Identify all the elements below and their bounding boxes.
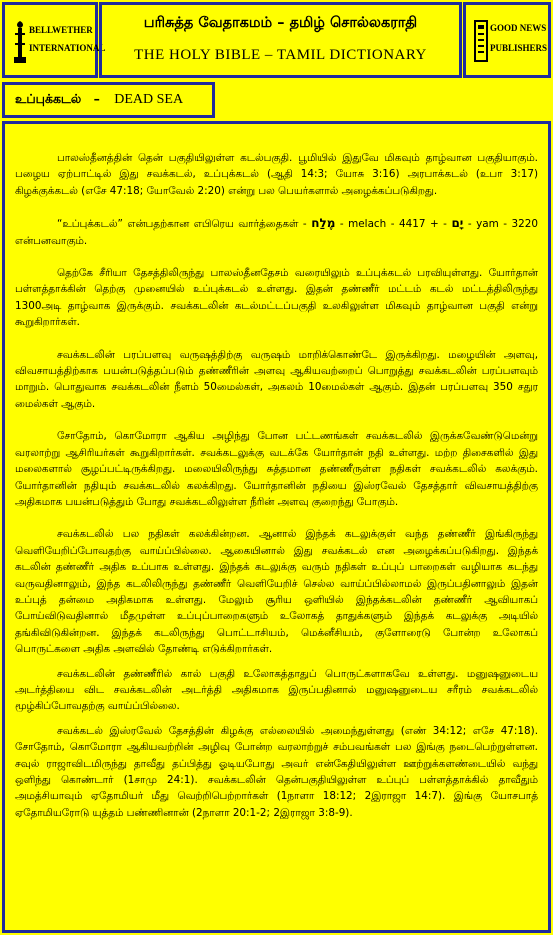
article-content xyxy=(15,134,538,821)
entry-word-tamil: உப்புக்கடல் xyxy=(15,91,82,106)
paragraph-2 xyxy=(15,215,538,249)
paragraph-2-intro: “உப்புக்கடல்” என்பதற்கான எபிரெய வார்த்தைகள் - xyxy=(57,218,307,231)
paragraph-3: தெற்கே சீரியா தேசத்திலிருந்து பாலஸ்தீனதேசம் வரையிலும் உப்புக்கடல் பரவியுள்ளது. யோர்தான் பள்ளத்தாக்கின் தெற்கு முனையில் உப்புக்கடல் உள்ளது. இதன் தண்ணீர் மட்டம் கடல் மட்டத்திலிருந்து 1300அடி தாழ்வாக இருக்கும். சவக்கடலின் கடல்மட்டப்பகுதி உலகிலுள்ள மிகவும் தாழ்வான பகுதி என்று கூறுகிறார்கள். xyxy=(15,267,538,329)
paragraph-6: சவக்கடலில் பல நதிகள் கலக்கின்றன. ஆனால் இந்தக் கடலுக்குள் வந்த தண்ணீர் இங்கிருந்து வெளியேறிப்போவதற்கு வாய்ப்பில்லை. ஆகையினால் இது சவக்கடல் என அழைக்கப்படுகிறது. இந்தக் கடலின் தண்ணீர் அதிக உப்பாக உள்ளது. இந்தக் கடலுக்கு வரும் நதிகள் உப்புப் பாறைகள் வழியாக கடந்து வருவதினாலும், இந்த கடலிலிருந்து தண்ணீர் வெளியேறிச் செல்ல வாய்ப்பில்லாமல் இருப்பதினாலும் இதன் உப்புத் தன்மை அதிகமாக உள்ளது. மேலும் சூரிய ஒளியில் இந்தக்கடலின் தண்ணீர் ஆவியாகப் போய்விடுவதினால் மீதமுள்ள உப்புப்பாறைகளும் உலோகத் தாதுக்களும் இந்தக் கடலுக்கு அடியில் தங்கிவிடுகின்றன. இந்தக் கடலிருந்து பொட்டாசியம், மெக்னீசியம், குளோரைடு போன்ற உலோகப் பொருட்களை அதிக அளவில் தோண்டி எடுக்கிறார்கள். xyxy=(15,528,538,656)
bellwether-logo xyxy=(5,5,106,75)
paragraph-8: சவக்கடல் இஸ்ரவேல் தேசத்தின் கிழக்கு எல்லையில் அமைந்துள்ளது (எண் 34:12; எசே 47:18). சோதோம், கொமோரா ஆகியவற்றின் அழிவு போன்ற வரலாற்றுச் சம்பவங்கள் பல இங்கு நடைபெற்றுள்ளன. சவுல் ராஜாவிடமிருந்து தாவீது தப்பித்து ஓடியபோது அவர் என்கேதியிலுள்ள ஊற்றுக்களண்டையில் வந்து ஒளிந்து கொண்டார் (1சாமு 24:1). சவக்கடலின் தென்பகுதியிலுள்ள உப்புப் பள்ளத்தாக்கில் தாவீதும் அமத்சியாவும் ஏதோமியர் மீது வெற்றிபெற்றார்கள் (1நாளா 18:12; 2இராஜா 14:7). இங்கு யோசபாத் ஏதோமியரோடு யுத்தம் பண்ணினான் (2நாளா 20:1-2; 2இராஜா 3:8-9). xyxy=(15,724,538,819)
good-news-book-icon xyxy=(474,19,488,63)
entry-word-english: DEAD SEA xyxy=(114,92,184,107)
paragraph-7: சவக்கடலின் தண்ணீரில் கால் பகுதி உலோகத்தாதுப் பொருட்களாகவே உள்ளது. மனுஷனுடைய அடர்த்தியை விட சவக்கடலின் அடர்த்தி அதிகமாக இருப்பதினால் மனுஷனுடைய சரீரம் சவக்கடலில் மூழ்கிப்போவதற்கு வாய்ப்பில்லை. xyxy=(15,667,538,713)
title-tamil: பரிசுத்த வேதாகமம் – தமிழ் சொல்லகராதி xyxy=(143,15,418,31)
hebrew-word-yam: יָם xyxy=(451,216,464,231)
good-news-logo-line1: GOOD NEWS xyxy=(490,23,547,33)
paragraph-2-yam: - yam - 3220 என்பனவாகும். xyxy=(15,218,538,247)
dictionary-title-box xyxy=(99,2,462,78)
good-news-logo xyxy=(466,5,548,75)
paragraph-1: பாலஸ்தீனத்தின் தென் பகுதியிலுள்ள கடல்பகுதி. பூமியில் இதுவே மிகவும் தாழ்வான பகுதியாகும். பழைய ஏற்பாட்டில் இது சவக்கடல், உப்புக்கடல் (ஆதி 14:3; யோசு 3:16) அரபாக்கடல் (உபா 3:17) கிழக்குக்கடல் (எசே 47:18; யோவேல் 2:20) என்று பல பெயர்களால் அழைக்கப்படுகிறது. xyxy=(15,152,538,197)
entry-word-heading xyxy=(15,91,183,108)
paragraph-4: சவக்கடலின் பரப்பளவு வருஷத்திற்கு வருஷம் மாறிக்கொண்டே இருக்கிறது. மழையின் அளவு, விவசாயத்திற்காக பயன்படுத்தப்படும் தண்ணீரின் அளவு ஆகியவற்றைப் பொறுத்து சவக்கடலின் பரப்பளவும் மாறும். பொதுவாக சவக்கடலின் நீளம் 50மைல்கள், அகலம் 10மைல்கள் ஆகும். இதன் பரப்பளவு 350 சதுர மைல்கள் ஆகும். xyxy=(15,348,538,410)
bellwether-logo-line2: INTERNATIONAL xyxy=(29,43,106,53)
bellwether-ram-icon xyxy=(13,19,27,65)
paragraph-2-melach: - melach - 4417 + - xyxy=(339,218,447,231)
good-news-logo-line2: PUBLISHERS xyxy=(490,43,548,53)
entry-word-dash: – xyxy=(93,91,100,106)
good-news-logo-box xyxy=(463,2,551,78)
paragraph-5: சோதோம், கொமோரா ஆகிய அழிந்து போன பட்டணங்கள் சவக்கடலில் இருக்கவேண்டுமென்று வரலாற்று ஆசிரியர்கள் கூறுகிறார்கள். சவக்கடலுக்கு வடக்கே யோர்தான் நதி உள்ளது. மற்ற திசைகளில் இது மலைகளால் சூழப்பட்டிருக்கிறது. மலையிலிருந்து சுத்தமான தண்ணீருள்ள நதிகள் சவக்கடலில் கலக்கும். யோர்தானின் நதியும் சவக்கடலில் கலக்கிறது. யோர்தானின் நதியை இஸ்ரவேல் தேசத்தார் விவசாயத்திற்கு அதிகமாக பயன்படுத்தும் போது சவக்கடலிலுள்ள நீரின் அளவு குறைந்து போகும். xyxy=(15,430,538,508)
title-english: THE HOLY BIBLE – TAMIL DICTIONARY xyxy=(134,47,427,63)
article-box xyxy=(2,121,551,933)
hebrew-word-melach: מֶלַח xyxy=(311,216,336,231)
bellwether-logo-line1: BELLWETHER xyxy=(29,25,93,35)
entry-word-box xyxy=(2,82,215,118)
bellwether-logo-box xyxy=(2,2,106,78)
